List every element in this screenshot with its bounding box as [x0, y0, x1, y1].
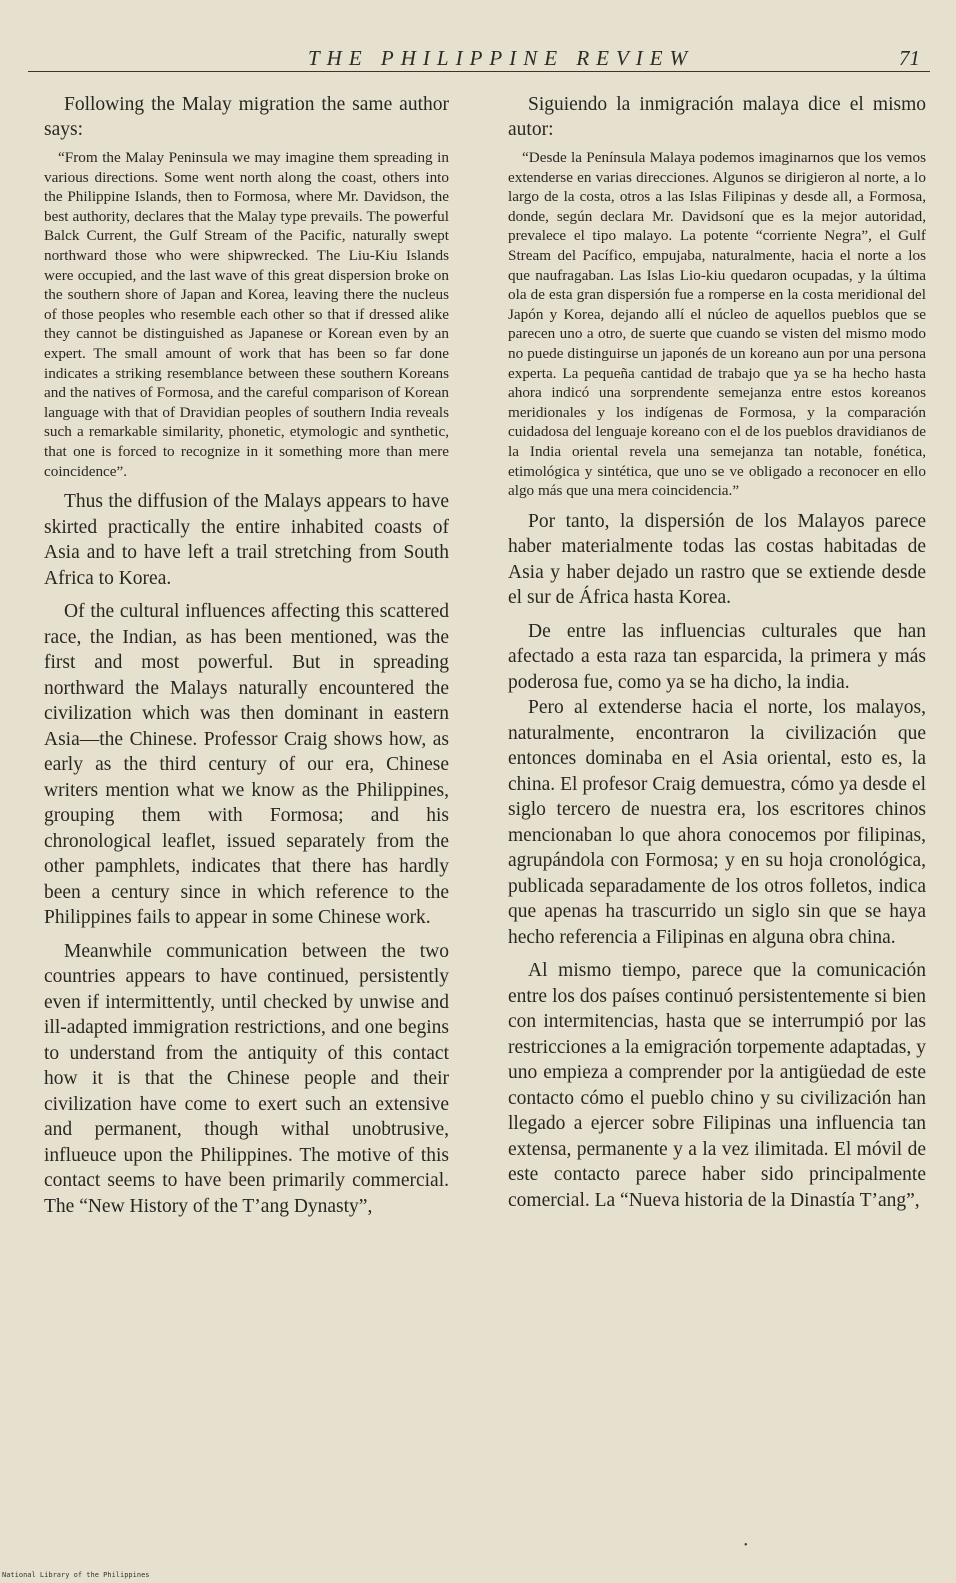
english-paragraph-3: Meanwhile communication between the two countries appears to have continued, persistently even if intermittently, until checked by unwise and ill-adapted immigration restrictions, and one begins to understand from the antiquity of this contact how it is that the Chinese people and their civilization have come to exert such an extensive and permanent, though withal unobtrusive, influeuce upon the Philippines. The motive of this contact seems to have been primarily commercial. The “New History of the T’ang Dynasty”,: [44, 940, 449, 1217]
spanish-paragraph-1: Por tanto, la dispersión de los Malayos parece haber materialmente todas las costas habitadas de Asia y haber dejado un rastro que se extiende desde el sur de África hasta Korea.: [508, 510, 926, 609]
spanish-paragraph-3: Pero al extenderse hacia el norte, los malayos, naturalmente, encontraron la civilización que entonces dominaba en el Asia oriental, esto es, la china. El profesor Craig demuestra, cómo ya desde el siglo tercero de nuestra era, los escritores chinos mencionaban lo que ahora conocemos por filipinas, agrupándola con Formosa; y en su hoja cronológica, publicada separadamente de los otros folletos, indica que apenas ha trascurrido un siglo sin que se haya hecho referencia a Filipinas en alguna obra china.: [508, 697, 926, 948]
page-header: [28, 44, 938, 74]
spanish-column: [508, 92, 926, 1213]
spanish-lead: Siguiendo la inmigración malaya dice el mismo autor:: [508, 94, 926, 140]
english-lead: Following the Malay migration the same author says:: [44, 94, 449, 140]
spanish-paragraph-4: Al mismo tiempo, parece que la comunicación entre los dos países continuó persistentemente si bien con intermitencias, hasta que se interrumpió por las restricciones a la emigración torpemente adaptadas, y uno empieza a comprender por la antigüedad de este contacto cómo el pueblo chino y su civilización han llegado a ejercer sobre Filipinas una influencia tan extensa, permanente y a la vez ilimitada. El móvil de este contacto parece haber sido principalmente comercial. La “Nueva historia de la Dinastía T’ang”,: [508, 960, 926, 1211]
ink-mark: •: [744, 1540, 748, 1551]
english-paragraph-2: Of the cultural influences affecting this scattered race, the Indian, as has been mentioned, was the first and most powerful. But in spreading northward the Malays naturally encountered the civilization which was then dominant in eastern Asia—the Chinese. Professor Craig shows how, as early as the third century of our era, Chinese writers mention what we know as the Philippines, grouping them with Formosa; and his chronological leaflet, issued separately from the other pamphlets, indicates that there has hardly been a century since in which reference to the Philippines fails to appear in some Chinese work.: [44, 601, 449, 929]
page-number: 71: [899, 46, 920, 70]
header-rule: [28, 71, 930, 72]
journal-title: THE PHILIPPINE REVIEW: [308, 46, 695, 70]
spanish-paragraph-2: De entre las influencias culturales que han afectado a esta raza tan esparcida, la primera y más poderosa fue, como ya se ha dicho, la india.: [508, 620, 926, 693]
library-credit: National Library of the Philippines: [2, 1571, 150, 1579]
spanish-quote: “Desde la Península Malaya podemos imaginarnos que los vemos extenderse en varias direcciones. Algunos se dirigieron al norte, a lo largo de la costa, otros a las Islas Filipinas y desde all, a Formosa, donde, según declara Mr. Davidsoní que es la mejor autoridad, prevalece el tipo malayo. La potente “corriente Negra”, el Gulf Stream del Pacífico, empujaba, naturalmente, hacia el norte a los que naufragaban. Las Islas Lio-kiu quedaron ocupadas, y la última ola de esta gran dispersión fue a romperse en la costa meridional del Japón y Korea, dejando allí el núcleo de aquellos pueblos que se parecen uno a otro, de suerte que cuando se visten del mismo modo no puede distinguirse un japonés de un koreano aun por una persona experta. La pequeña cantidad de trabajo que ya se ha hecho hasta ahora indicó una sorprendente semejanza entre estos koreanos meridionales y los indígenas de Formosa, y la comparación cuidadosa del lenguaje koreano con el de los pueblos dravidianos de la India oriental revela una semejanza tan notable, fonética, etimológica y sintética, que uno se ve obligado a reconocer en ello algo más que una mera coincidencia.”: [508, 149, 926, 500]
english-quote: “From the Malay Peninsula we may imagine them spreading in various directions. Some went north along the coast, others into the Philippine Islands, then to Formosa, where Mr. Davidson, the best authority, declares that the Malay type prevails. The powerful Balck Current, the Gulf Stream of the Pacific, naturally swept northward those who were shipwrecked. The Liu-Kiu Islands were occupied, and the last wave of this great dispersion broke on the southern shore of Japan and Korea, leaving there the nucleus of those peoples who resemble each other so that if dressed alike they cannot be distinguished as Japanese or Korean even by an expert. The small amount of work that has been so far done indicates a striking resemblance between these southern Koreans and the natives of Formosa, and the careful comparison of Korean language with that of Dravidian peoples of southern India reveals such a remarkable similarity, phonetic, etymologic and synthetic, that one is forced to recognize in it something more than mere coincidence”.: [44, 149, 449, 480]
english-column: [44, 92, 449, 1219]
english-paragraph-1: Thus the diffusion of the Malays appears to have skirted practically the entire inhabited coasts of Asia and to have left a trail stretching from South Africa to Korea.: [44, 491, 449, 589]
